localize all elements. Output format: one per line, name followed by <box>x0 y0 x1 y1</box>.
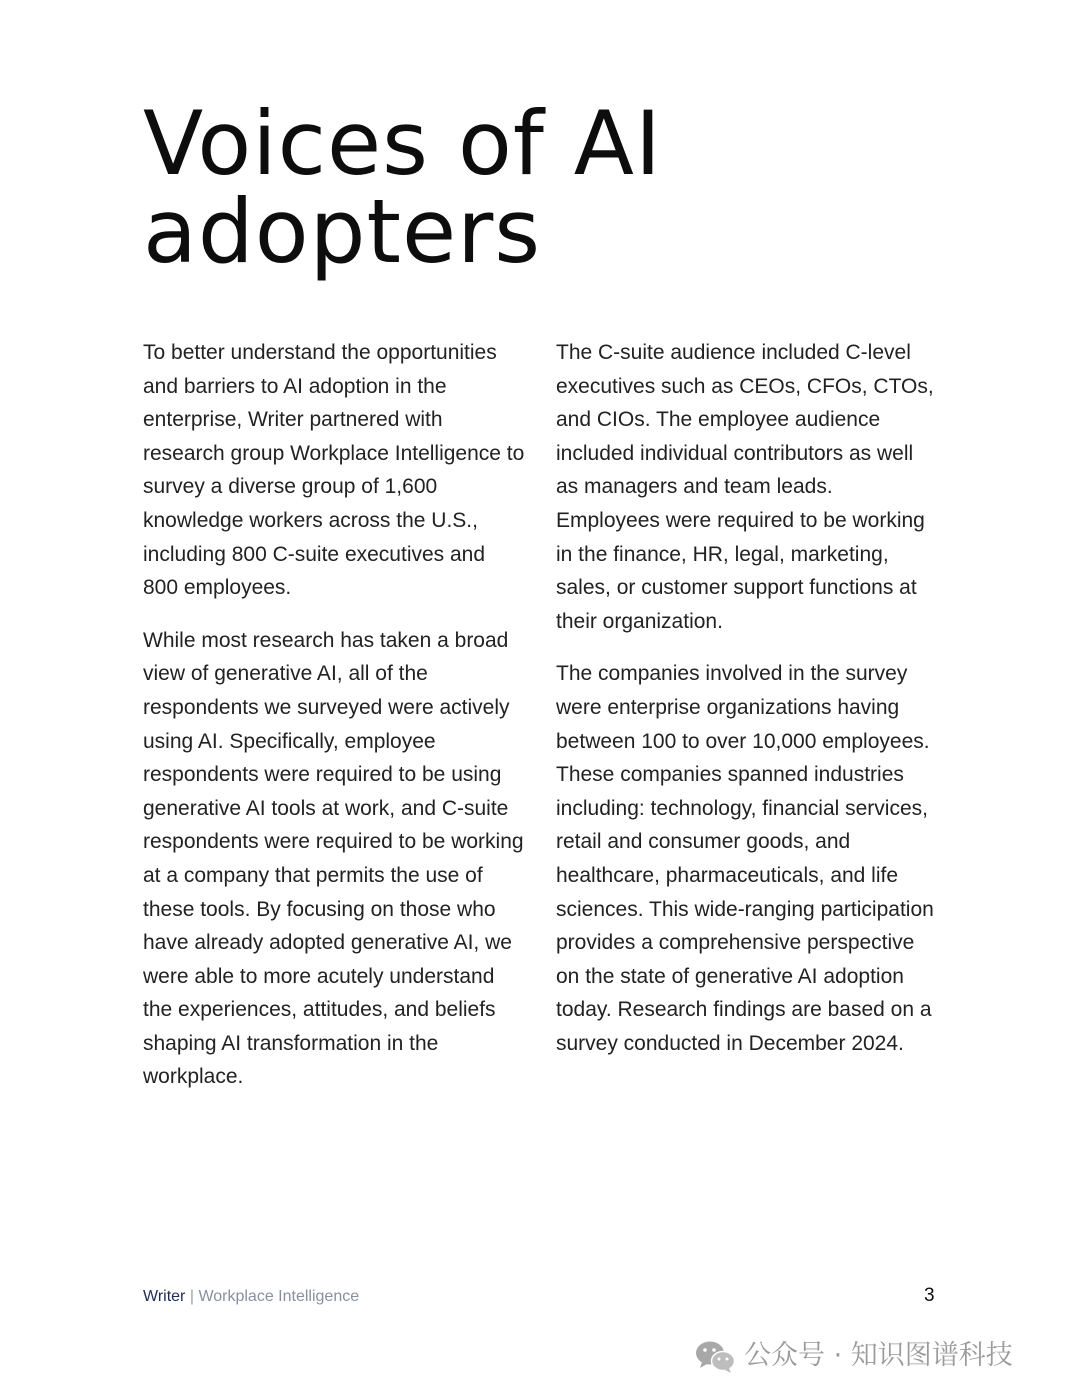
wechat-icon <box>694 1338 736 1374</box>
left-column <box>143 336 525 1113</box>
right-column <box>556 336 941 1079</box>
left-paragraph-2: While most research has taken a broad view of generative AI, all of the respondents we surveyed were actively using AI. Specifically, employee respondents were required to be using generative AI tools at work, and C-suite respondents were required to be working at a company that permits the use of these tools. By focusing on those who have already adopted generative AI, we were able to more acutely understand the experiences, attitudes, and beliefs shaping AI transformation in the workplace. <box>143 628 524 1089</box>
page-title <box>143 92 943 283</box>
footer-separator: | <box>189 1288 194 1305</box>
footer <box>143 1286 359 1308</box>
watermark <box>694 1338 1013 1374</box>
page-number: 3 <box>924 1285 935 1306</box>
footer-partner: Workplace Intelligence <box>198 1288 360 1305</box>
left-paragraph-1: To better understand the opportunities and barriers to AI adoption in the enterprise, Writer partnered with research group Workplace Intelligence to survey a diverse group of 1,600 knowledge workers across the U.S., including 800 C-suite executives and 800 employees. <box>143 341 525 600</box>
page-title-line-1: Voices of AI <box>143 92 662 195</box>
footer-brand: Writer <box>143 1288 186 1305</box>
page-title-line-2: adopters <box>143 180 542 283</box>
right-paragraph-2: The companies involved in the survey were enterprise organizations having between 100 to over 10,000 employees. These companies spanned industries including: technology, financial services, retail and consumer goods, and healthcare, pharmaceuticals, and life sciences. This wide-ranging participation provides a comprehensive perspective on the state of generative AI adoption today. Research findings are based on a survey conducted in December 2024. <box>556 662 934 1055</box>
watermark-text: 公众号 · 知识图谱科技 <box>744 1340 1013 1371</box>
right-paragraph-1: The C-suite audience included C-level executives such as CEOs, CFOs, CTOs, and CIOs. The employee audience included individual contributors as well as managers and team leads. Employees were required to be working in the finance, HR, legal, marketing, sales, or customer support functions at their organization. <box>556 341 934 633</box>
